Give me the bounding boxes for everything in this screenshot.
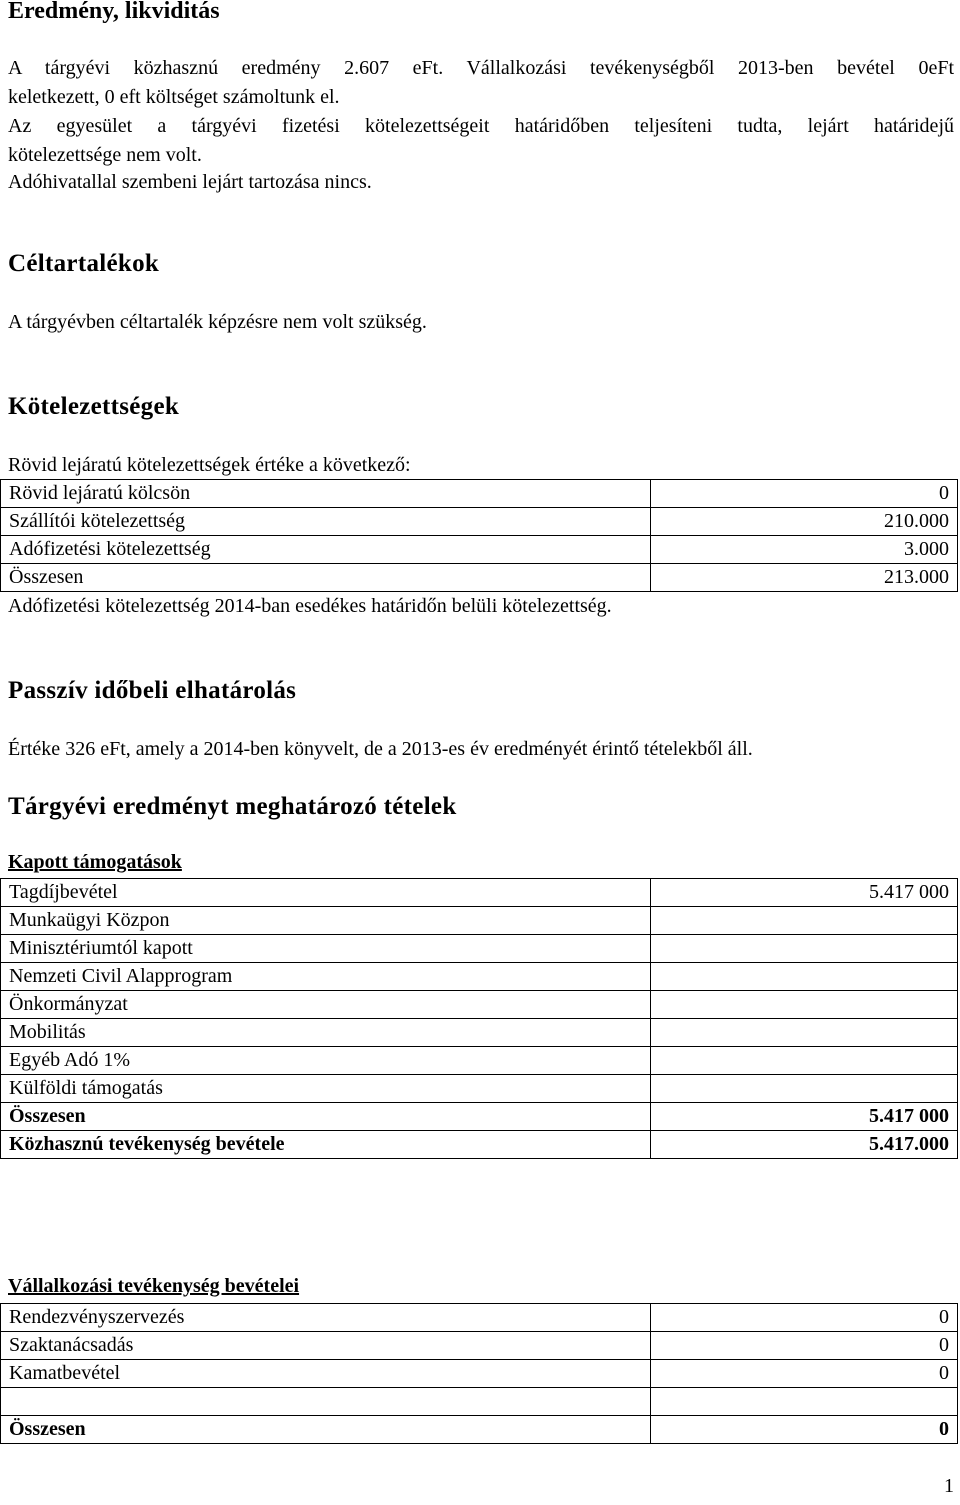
row-value: 0: [651, 480, 958, 508]
row-value: 5.417 000: [651, 1103, 958, 1131]
table-row: [1, 879, 958, 907]
row-label: Közhasznú tevékenység bevétele: [1, 1131, 651, 1159]
subtitle-vallalkozasi: Vállalkozási tevékenység bevételei: [8, 1275, 300, 1297]
row-label: Tagdíjbevétel: [1, 879, 651, 907]
row-value: [651, 1047, 958, 1075]
section-title-passziv: Passzív időbeli elhatárolás: [8, 677, 297, 704]
eredmeny-line-3: Az egyesület a tárgyévi fizetési kötelezettségeit határidőben teljesíteni tudta, lejárt határidejű: [8, 115, 954, 137]
kotelezettsegek-note: Adófizetési kötelezettség 2014-ban esedékes határidőn belüli kötelezettség.: [8, 595, 612, 617]
row-value: 0: [651, 1332, 958, 1360]
row-value: 0: [651, 1360, 958, 1388]
eredmeny-line-5: Adóhivatallal szembeni lejárt tartozása nincs.: [8, 171, 372, 193]
row-value: [651, 935, 958, 963]
row-label: Adófizetési kötelezettség: [1, 536, 651, 564]
row-label: Összesen: [1, 1416, 651, 1444]
table-row-total: [1, 1131, 958, 1159]
kotelezettsegek-intro: Rövid lejáratú kötelezettségek értéke a következő:: [8, 454, 411, 476]
row-label: Rövid lejáratú kölcsön: [1, 480, 651, 508]
row-value: 213.000: [651, 564, 958, 592]
table-row: [1, 1304, 958, 1332]
table-row: [1, 991, 958, 1019]
row-value: [651, 1019, 958, 1047]
row-label: Szállítói kötelezettség: [1, 508, 651, 536]
page-number: 1: [944, 1475, 954, 1497]
row-value: 0: [651, 1304, 958, 1332]
row-value: [651, 1388, 958, 1416]
row-label: Munkaügyi Közpon: [1, 907, 651, 935]
row-label: Önkormányzat: [1, 991, 651, 1019]
row-label: Szaktanácsadás: [1, 1332, 651, 1360]
table-row-total: [1, 1103, 958, 1131]
eredmeny-line-1: A tárgyévi közhasznú eredmény 2.607 eFt. Vállalkozási tevékenységből 2013-ben bevétel 0eFt: [8, 57, 954, 79]
row-label: [1, 1388, 651, 1416]
celtartalekok-text: A tárgyévben céltartalék képzésre nem volt szükség.: [8, 311, 427, 333]
table-row-empty: [1, 1388, 958, 1416]
table-row: [1, 1332, 958, 1360]
row-label: Mobilitás: [1, 1019, 651, 1047]
table-row: [1, 536, 958, 564]
row-label: Nemzeti Civil Alapprogram: [1, 963, 651, 991]
row-label: Minisztériumtól kapott: [1, 935, 651, 963]
row-label: Összesen: [1, 564, 651, 592]
table-row: [1, 508, 958, 536]
eredmeny-line-2: keletkezett, 0 eft költséget számoltunk el.: [8, 86, 340, 108]
row-value: 0: [651, 1416, 958, 1444]
subtitle-kapott-tamogatasok: Kapott támogatások: [8, 851, 182, 873]
vallalkozasi-table: [0, 1303, 958, 1444]
table-row: [1, 963, 958, 991]
row-value: [651, 991, 958, 1019]
row-label: Rendezvényszervezés: [1, 1304, 651, 1332]
table-row: [1, 480, 958, 508]
section-title-eredmeny: Eredmény, likviditás: [8, 0, 220, 24]
table-row: [1, 907, 958, 935]
row-value: [651, 907, 958, 935]
table-row: [1, 1075, 958, 1103]
table-row-total: [1, 1416, 958, 1444]
row-label: Kamatbevétel: [1, 1360, 651, 1388]
section-title-targyevi: Tárgyévi eredményt meghatározó tételek: [8, 793, 457, 820]
eredmeny-line-4: kötelezettsége nem volt.: [8, 144, 202, 166]
table-row: [1, 564, 958, 592]
row-label: Összesen: [1, 1103, 651, 1131]
row-value: 210.000: [651, 508, 958, 536]
table-row: [1, 1019, 958, 1047]
passziv-text: Értéke 326 eFt, amely a 2014-ben könyvelt, de a 2013-es év eredményét érintő tételekből áll.: [8, 738, 753, 760]
row-value: 5.417 000: [651, 879, 958, 907]
table-row: [1, 935, 958, 963]
tamogatasok-table: [0, 878, 958, 1159]
row-value: 5.417.000: [651, 1131, 958, 1159]
row-label: Külföldi támogatás: [1, 1075, 651, 1103]
row-value: 3.000: [651, 536, 958, 564]
section-title-celtartalekok: Céltartalékok: [8, 250, 160, 277]
section-title-kotelezettsegek: Kötelezettségek: [8, 393, 180, 420]
row-value: [651, 963, 958, 991]
table-row: [1, 1360, 958, 1388]
row-value: [651, 1075, 958, 1103]
row-label: Egyéb Adó 1%: [1, 1047, 651, 1075]
kotelezettsegek-table: [0, 479, 958, 592]
table-row: [1, 1047, 958, 1075]
